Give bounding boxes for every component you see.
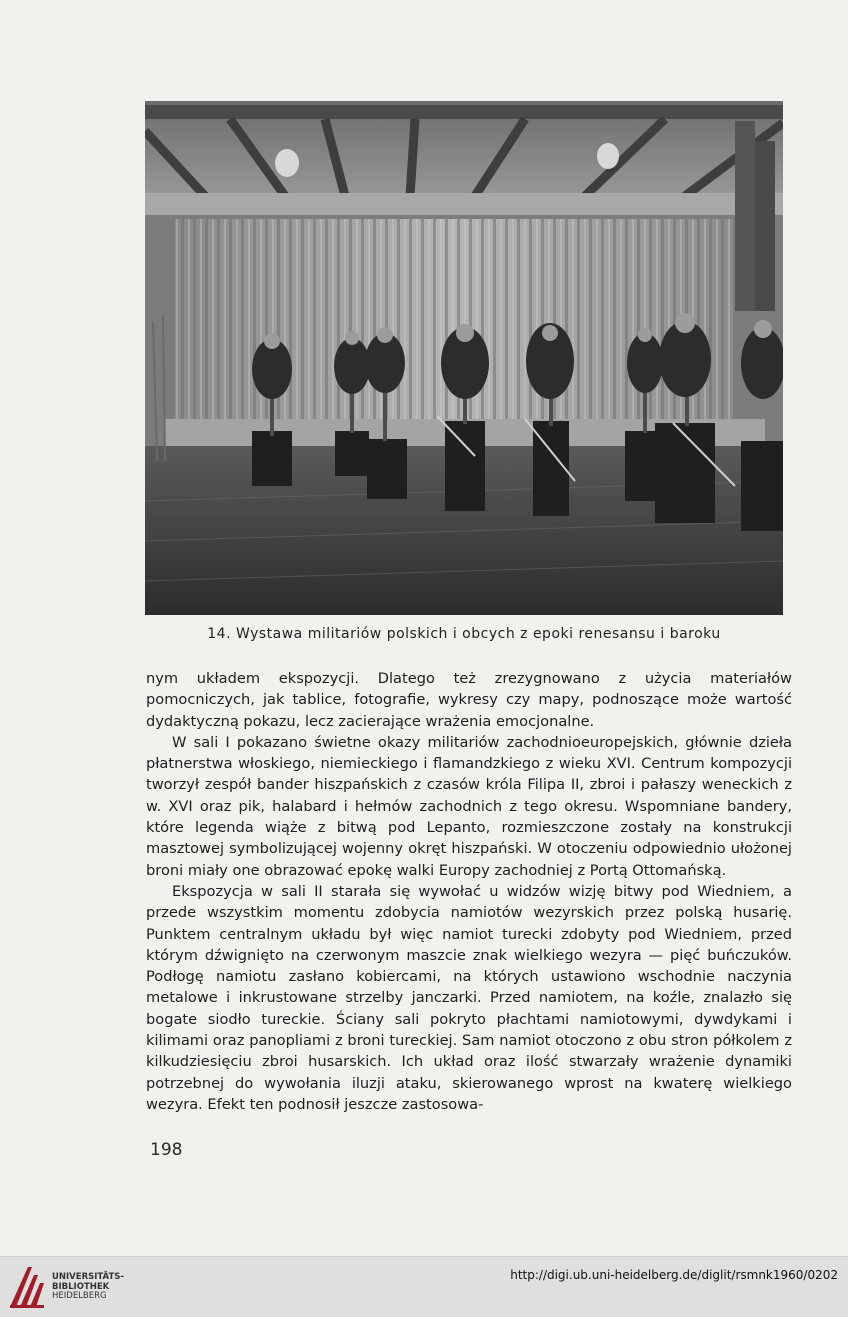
paragraph: W sali I pokazano świetne okazy militariów zachodnioeuropejskich, głównie dzieła płatnerstwa włoskiego, niemieckiego i flamandzkiego z wieku XVI. Centrum kompozycji tworzył zespół bander hiszpańskich z czasów króla Filipa II, zbroi i pałaszy weneckich z w. XVI oraz pik, halabard i hełmów zachodnich z tego okresu. Wspomniane bandery, które legenda wiąże z bitwą pod Lepanto, rozmieszczone zostały na konstrukcji masztowej symbolizującej wojenny okręt hiszpański. W otoczeniu odpowiednio ułożonej broni miały one obrazować epokę walki Europy zachodniej z Portą Ottomańską. xyxy=(146,733,792,879)
library-name-line: BIBLIOTHEK xyxy=(52,1281,110,1292)
library-name-line: HEIDELBERG xyxy=(52,1291,107,1301)
library-name xyxy=(52,1273,124,1302)
page-number: 198 xyxy=(150,1140,183,1160)
paragraph: nym układem ekspozycji. Dlatego też zrezygnowano z użycia materiałów pomocniczych, jak tablice, fotografie, wykresy czy mapy, podnoszące może wartość dydaktyczną pokazu, lecz zacierające wrażenia emocjonalne. xyxy=(146,670,792,730)
library-name-line: UNIVERSITÄTS- xyxy=(52,1272,124,1282)
paragraph: Ekspozycja w sali II starała się wywołać u widzów wizję bitwy pod Wiedniem, a przede wszystkim momentu zdobycia namiotów wezyrskich przez polską husarię. Punktem centralnym układu był więc namiot turecki zdobyty pod Wiedniem, przed którym dźwignięto na czerwonym maszcie znak wielkiego wezyra — pięć buńczuków. Podłogę namiotu zasłano kobiercami, na których ustawiono wschodnie naczynia metalowe i inkrustowane strzelby janczarki. Przed namiotem, na koźle, znalazło się bogate siodło tureckie. Ściany sali pokryto płachtami namiotowymi, dywdykami i kilimami oraz panopliami z broni tureckiej. Sam namiot otoczono z obu stron półkolem z kilkudziesięciu zbroi husarskich. Ich układ oraz ilość stwarzały wrażenie dynamiki potrzebnej do wywołania iluzji ataku, skierowanego wprost na kwaterę wielkiego wezyra. Efekt ten podnosił jeszcze zastosowa- xyxy=(146,882,792,1113)
footer-bar xyxy=(0,1256,848,1317)
exhibition-photograph xyxy=(145,101,783,615)
source-url-link[interactable]: http://digi.ub.uni-heidelberg.de/diglit/rsmnk1960/0202 xyxy=(510,1268,838,1282)
library-logo-icon xyxy=(8,1265,48,1309)
body-text xyxy=(146,668,792,1115)
armour-exhibition-image xyxy=(145,101,783,615)
figure-caption: 14. Wystawa militariów polskich i obcych z epoki renesansu i baroku xyxy=(207,626,721,642)
